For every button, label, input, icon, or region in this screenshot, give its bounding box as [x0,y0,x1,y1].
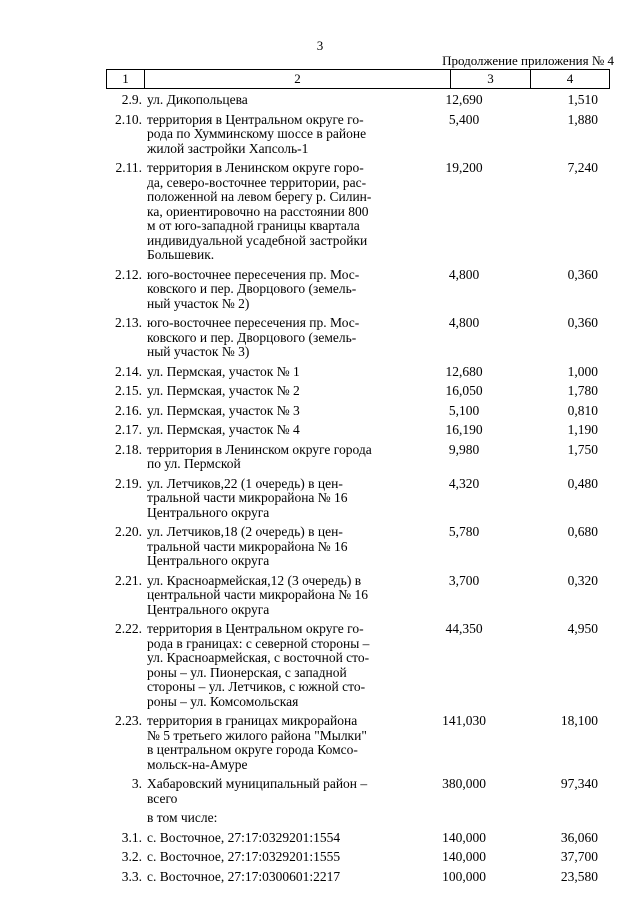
row-value-col-4: 0,320 [567,572,598,588]
row-value-col-3: 141,030 [442,713,486,728]
row-value-col-3: 5,100 [448,402,480,418]
table-row [106,574,610,618]
header-col-4: 4 [566,71,574,86]
row-name: с. Восточное, 27:17:0329201:1554 [147,829,341,845]
table-row [106,161,610,263]
table-row [106,365,610,380]
table-row [106,404,610,419]
table-row [106,622,610,709]
table-row [106,525,610,569]
table-row [106,870,610,885]
row-value-col-4: 1,750 [567,441,598,457]
row-number: 2.13. [115,315,142,330]
table-row [106,113,610,157]
table-row [106,714,610,772]
table-row [106,831,610,846]
row-name: ул. Красноармейская,12 (3 очередь) в центральной части микрорайона № 16 Центрального округа [147,572,368,617]
row-number: 2.16. [115,402,142,418]
row-number: 2.20. [115,524,142,539]
row-name: юго-восточнее пересечения пр. Мос- ковского и пер. Дворцового (земель- ный участок № 2) [147,266,360,311]
table-row [106,93,610,108]
row-value-col-3: 9,980 [448,441,480,457]
row-name: ул. Пермская, участок № 2 [147,383,300,398]
row-name: территория в Ленинском округе города по ул. Пермской [147,441,372,471]
row-number: 2.15. [115,383,142,398]
row-number: 2.10. [115,111,142,127]
table-row [106,384,610,399]
row-number: 2.19. [115,475,142,491]
row-value-col-4: 1,190 [567,422,598,437]
row-value-col-4: 97,340 [560,776,598,791]
row-value-col-3: 44,350 [445,621,483,636]
table-row [106,777,610,806]
row-value-col-3: 380,000 [442,776,486,791]
row-number: 2.11. [115,160,142,175]
header-col-2: 2 [145,70,451,88]
row-value-col-4: 23,580 [560,868,598,884]
row-name: ул. Пермская, участок № 3 [147,402,300,418]
row-value-col-3: 3,700 [448,572,480,588]
row-name: территория в границах микрорайона № 5 третьего жилого района "Мылки" в центральном округе города Комсо- мольск-на-Амуре [147,713,367,772]
table-row [106,850,610,865]
row-value-col-3: 100,000 [442,868,486,884]
row-number: 3.3. [121,868,142,884]
table-header [106,69,610,89]
row-number: 3.2. [121,849,142,864]
row-name: ул. Пермская, участок № 1 [147,363,300,379]
row-value-col-4: 1,000 [567,363,598,379]
row-value-col-4: 1,510 [567,92,598,107]
row-name: юго-восточнее пересечения пр. Мос- ковского и пер. Дворцового (земель- ный участок № 3) [147,315,360,359]
row-value-col-3: 16,190 [445,422,483,437]
row-number: 2.18. [115,441,142,457]
row-value-col-3: 140,000 [442,829,486,845]
row-name: с. Восточное, 27:17:0300601:2217 [147,868,341,884]
row-number [106,811,146,826]
row-name: ул. Летчиков,18 (2 очередь) в цен- тральной части микрорайона № 16 Центрального округа [147,524,348,568]
row-number: 2.14. [115,363,142,379]
row-value-col-3: 16,050 [445,383,483,398]
row-value-col-4 [520,811,610,826]
row-value-col-4: 0,360 [567,315,598,330]
header-col-3: 3 [451,70,531,88]
row-value-col-4: 4,950 [567,621,598,636]
row-value-col-3: 12,690 [445,92,483,107]
row-value-col-3 [408,811,520,826]
row-name: территория в Центральном округе го- рода по Хумминскому шоссе в районе жилой застройки Хапсоль-1 [147,111,367,156]
table-row [106,316,610,360]
continuation-label: Продолжение приложения № 4 [442,53,614,68]
table-row [106,443,610,472]
row-number: 2.9. [121,92,142,107]
row-value-col-3: 19,200 [445,160,483,175]
row-number: 3. [131,776,142,791]
row-value-col-4: 37,700 [560,849,598,864]
row-value-col-4: 0,480 [567,475,598,491]
row-number: 2.23. [115,713,142,728]
row-name: ул. Дикопольцева [147,92,248,107]
row-value-col-4: 7,240 [567,160,598,175]
row-name: ул. Летчиков,22 (1 очередь) в цен- тральной части микрорайона № 16 Центрального округа [147,475,348,520]
page-number: 3 [316,38,324,53]
row-name: в том числе: [147,810,218,825]
row-number: 2.21. [115,572,142,588]
row-number: 2.22. [115,621,142,636]
row-value-col-3: 4,320 [448,475,480,491]
row-value-col-3: 140,000 [442,849,486,864]
row-value-col-4: 1,880 [567,111,598,127]
table-row [106,811,610,826]
row-value-col-4: 0,360 [567,266,598,282]
table-row [106,268,610,312]
row-value-col-3: 12,680 [445,363,483,379]
header-col-1: 1 [107,70,145,88]
row-name: ул. Пермская, участок № 4 [147,422,300,437]
row-name: с. Восточное, 27:17:0329201:1555 [147,849,341,864]
row-value-col-4: 0,810 [567,402,598,418]
row-value-col-3: 5,400 [448,111,480,127]
row-number: 2.17. [115,422,142,437]
row-value-col-3: 5,780 [448,524,480,539]
row-name: территория в Центральном округе го- рода в границах: с северной стороны – ул. Красноармейская, с восточной сто- роны – ул. Пионерская, с западной стороны – ул. Летчиков, с южной сто- роны – ул. Комсомольская [147,621,370,709]
row-value-col-4: 36,060 [560,829,598,845]
row-number: 3.1. [121,829,142,845]
row-value-col-4: 18,100 [560,713,598,728]
row-number: 2.12. [115,266,142,282]
table-row [106,477,610,521]
table-row [106,423,610,438]
row-value-col-3: 4,800 [448,266,480,282]
row-value-col-4: 1,780 [567,383,598,398]
row-name: территория в Ленинском округе горо- да, северо-восточнее территории, рас- положенной на левом берегу р. Силин- ка, ориентировочно на расстоянии 800 м от юго-западной границы квартала индивидуальной усадебной застройки Большевик. [147,160,372,262]
row-value-col-3: 4,800 [448,315,480,330]
table-body [106,93,610,889]
row-value-col-4: 0,680 [567,524,598,539]
row-name: Хабаровский муниципальный район – всего [147,776,368,806]
